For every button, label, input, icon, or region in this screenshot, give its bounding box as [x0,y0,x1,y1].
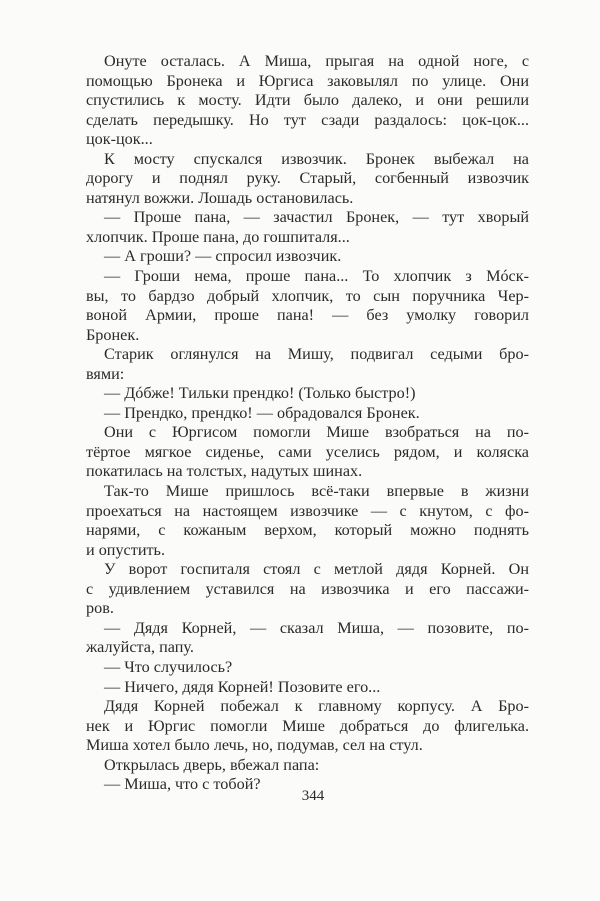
text-line: спустились к мосту. Идти было далеко, и они решили [86,91,529,110]
text-line: Бронек. [86,325,140,344]
paragraph [86,560,529,619]
text-line: У ворот госпиталя стоял с метлой дядя Корней. Он [104,560,529,579]
text-line: сделать передышку. Но тут сзади раздалось: цок-цок... [86,110,529,129]
text-line: — Проше пана, — зачастил Бронек, — тут хворый [104,208,529,227]
paragraph [86,423,529,482]
text-line: проехаться на настоящем извозчике — с кнутом, с фо- [86,501,529,520]
text-line: воной Армии, проше пана! — без умолку говорил [86,306,529,325]
text-line: — Гроши нема, проше пана... То хлопчик з Мóск- [104,267,529,286]
text-line: — Миша, что с тобой? [104,775,261,794]
paragraph [86,658,529,678]
text-line: помощью Бронека и Юргиса заковылял по улице. Они [86,71,529,90]
text-line: натянул вожжи. Лошадь остановилась. [86,188,354,207]
text-line: — Прендко, прендко! — обрадовался Бронек. [104,403,420,422]
text-line: — Дóбже! Тильки прендко! (Только быстро!) [104,384,416,403]
text-line: Открылась дверь, вбежал папа: [104,755,320,774]
paragraph [86,247,529,267]
page-number: 344 [301,788,325,804]
text-line: Они с Юргисом помогли Мише взобраться на по- [104,423,529,442]
paragraph [86,384,529,404]
text-line: Дядя Корней побежал к главному корпусу. А Бро- [104,697,529,716]
paragraph [86,150,529,209]
paragraph [86,404,529,424]
paragraph [86,208,529,247]
paragraph [86,267,529,345]
paragraph [86,482,529,560]
text-line: — А гроши? — спросил извозчик. [104,247,342,266]
text-line: — Дядя Корней, — сказал Миша, — позовите, по- [104,618,529,637]
paragraph [86,697,529,756]
text-line: тёртое мягкое сиденье, сами уселись рядом, и коляска [86,442,529,461]
paragraph [86,345,529,384]
text-line: Миша хотел было лечь, но, подумав, сел на стул. [86,736,423,755]
text-line: Онуте осталась. А Миша, прыгая на одной ноге, с [104,52,529,70]
page-body-text [86,52,529,795]
text-line: цок-цок... [86,130,153,149]
text-line: дорогу и поднял руку. Старый, согбенный извозчик [86,169,529,188]
text-line: Старик оглянулся на Мишу, подвигал седыми бро- [104,345,529,364]
text-line: К мосту спускался извозчик. Бронек выбежал на [104,149,529,168]
text-line: с удивлением уставился на извозчика и его пассажи- [86,579,529,598]
text-line: нек и Юргис помогли Мише добраться до флигелька. [86,716,529,735]
text-line: покатилась на толстых, надутых шинах. [86,462,363,481]
paragraph [86,678,529,698]
paragraph [86,52,529,150]
text-line: нарями, с кожаным верхом, который можно поднять [86,521,529,540]
text-line: жалуйста, папу. [86,638,194,657]
paragraph [86,619,529,658]
text-line: ров. [86,599,114,618]
text-line: — Ничего, дядя Корней! Позовите его... [104,677,381,696]
text-line: — Что случилось? [104,657,233,676]
text-line: Так-то Мише пришлось всё-таки впервые в жизни [104,482,529,501]
paragraph [86,756,529,776]
text-line: и опустить. [86,540,165,559]
text-line: вы, то бардзо добрый хлопчик, то сын поручника Чер- [86,286,529,305]
text-line: вями: [86,364,125,383]
text-line: хлопчик. Проше пана, до гошпиталя... [86,227,350,246]
